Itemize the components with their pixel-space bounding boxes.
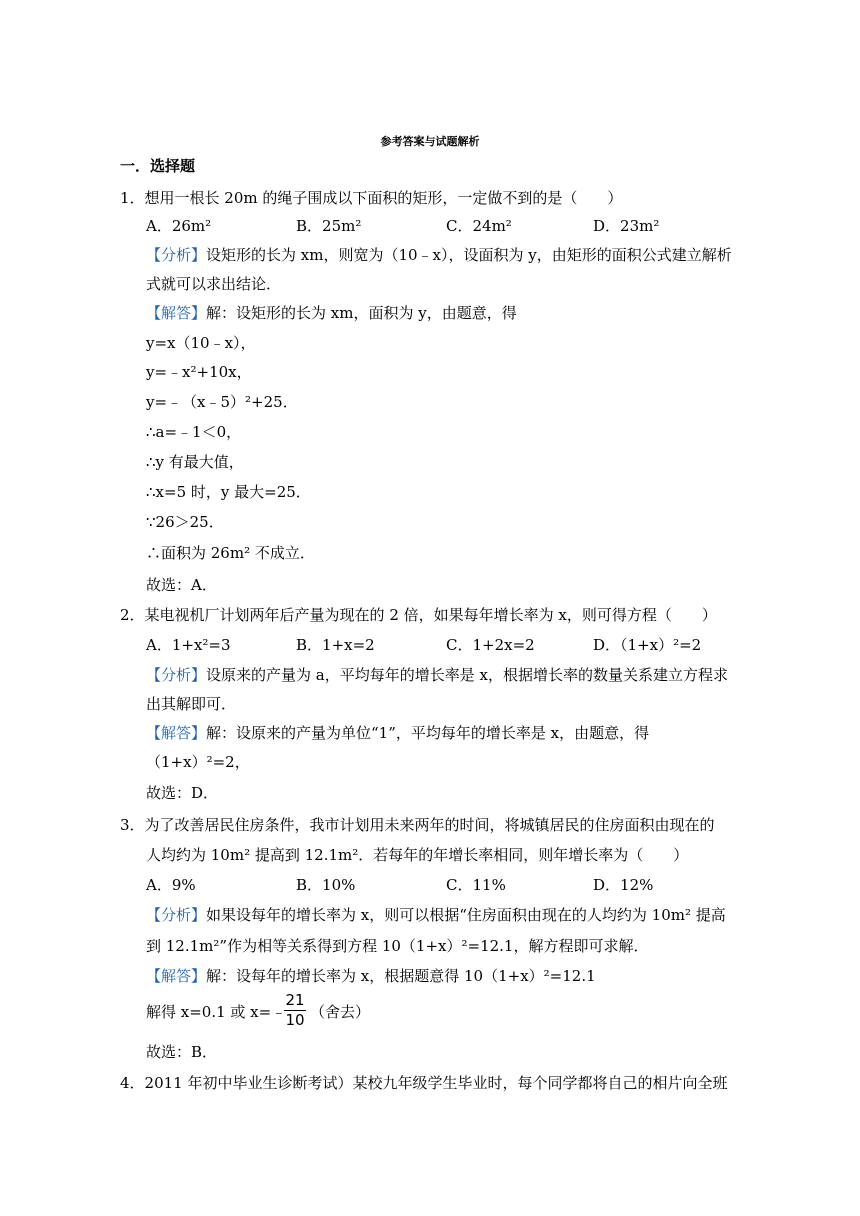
q3-option-b: B．10% [296, 876, 356, 894]
q1-step-5: ∴y 有最大值， [146, 453, 244, 471]
q3-final: 故选：B． [146, 1043, 218, 1061]
q2-answer-text-1: 解：设原来的产量为单位“1”，平均每年的增长率是 x，由题意，得 [206, 724, 650, 742]
q3-analysis-text-1: 如果设每年的增长率为 x，则可以根据“住房面积由现在的人均约为 10m² 提高 [206, 906, 726, 924]
q2-analysis-text-1: 设原来的产量为 a，平均每年的增长率是 x，根据增长率的数量关系建立方程求 [206, 666, 728, 684]
q3-solve-suffix: （舍去） [310, 1003, 371, 1021]
q3-answer-line-1 [146, 966, 596, 986]
q1-step-6: ∴x=5 时，y 最大=25． [146, 483, 311, 501]
q1-step-2: y=﹣x²+10x， [146, 363, 252, 381]
q1-analysis-line-2: 式就可以求出结论． [146, 275, 282, 293]
q3-analysis-line-2: 到 12.1m²”作为相等关系得到方程 10（1+x）²=12.1，解方程即可求解． [146, 937, 649, 955]
q1-stem: 1．想用一根长 20m 的绳子围成以下面积的矩形，一定做不到的是（ ） [120, 189, 623, 207]
q4-stem-line-1: 4．2011 年初中毕业生诊断考试）某校九年级学生毕业时，每个同学都将自己的相片向全班 [120, 1074, 728, 1092]
q2-option-b: B．1+x=2 [296, 636, 375, 654]
fraction-denominator: 10 [285, 1011, 305, 1029]
section-heading: 一．选择题 [120, 157, 196, 175]
q2-option-c: C．1+2x=2 [446, 636, 535, 654]
q3-option-c: C．11% [446, 876, 506, 894]
answer-tag: 【解答】 [146, 724, 207, 742]
q2-final: 故选：D． [146, 784, 219, 802]
q2-step-1: （1+x）²=2， [146, 753, 250, 771]
q3-solve-prefix: 解得 x=0.1 或 x=﹣ [146, 1003, 287, 1021]
q1-final: 故选：A． [146, 576, 217, 594]
q2-option-a: A．1+x²=3 [146, 636, 231, 654]
answer-tag: 【解答】 [146, 967, 207, 985]
analysis-tag: 【分析】 [146, 906, 207, 924]
q1-answer-line-1 [146, 303, 517, 323]
q3-stem-line-2: 人均约为 10m² 提高到 12.1m²．若每年的年增长率相同，则年增长率为（ ） [146, 846, 689, 864]
q2-answer-line-1 [146, 723, 649, 743]
page-title: 参考答案与试题解析 [380, 135, 480, 148]
q1-answer-text-1: 解：设矩形的长为 xm，面积为 y，由题意，得 [206, 304, 517, 322]
q3-stem-line-1: 3．为了改善居民住房条件，我市计划用未来两年的时间，将城镇居民的住房面积由现在的 [120, 816, 715, 834]
q1-step-8: ∴面积为 26m² 不成立． [146, 544, 315, 562]
q1-step-1: y=x（10﹣x）， [146, 334, 256, 352]
fraction-numerator: 21 [285, 991, 305, 1009]
q1-step-7: ∵26＞25． [146, 513, 224, 531]
q2-stem: 2．某电视机厂计划两年后产量为现在的 2 倍，如果每年增长率为 x，则可得方程（ ） [120, 606, 717, 624]
q3-answer-text-1: 解：设每年的增长率为 x，根据题意得 10（1+x）²=12.1 [206, 967, 596, 985]
q1-step-4: ∴a=﹣1＜0， [146, 423, 242, 441]
q2-option-d: D．（1+x）²=2 [593, 636, 702, 654]
q1-option-c: C．24m² [446, 217, 512, 235]
analysis-tag: 【分析】 [146, 246, 207, 264]
q1-option-d: D．23m² [593, 217, 660, 235]
q3-option-a: A．9% [146, 876, 196, 894]
q2-analysis-line-2: 出其解即可． [146, 695, 237, 713]
q2-analysis-line-1 [146, 665, 728, 685]
q1-option-b: B．25m² [296, 217, 362, 235]
q1-analysis-line-1 [146, 245, 732, 265]
q1-analysis-text-1: 设矩形的长为 xm，则宽为（10﹣x），设面积为 y，由矩形的面积公式建立解析 [206, 246, 732, 264]
analysis-tag: 【分析】 [146, 666, 207, 684]
q3-option-d: D．12% [593, 876, 654, 894]
q1-step-3: y=﹣（x﹣5）²+25． [146, 393, 298, 411]
answer-tag: 【解答】 [146, 304, 207, 322]
q3-fraction [284, 992, 306, 1029]
q3-analysis-line-1 [146, 905, 726, 925]
q1-option-a: A．26m² [146, 217, 212, 235]
